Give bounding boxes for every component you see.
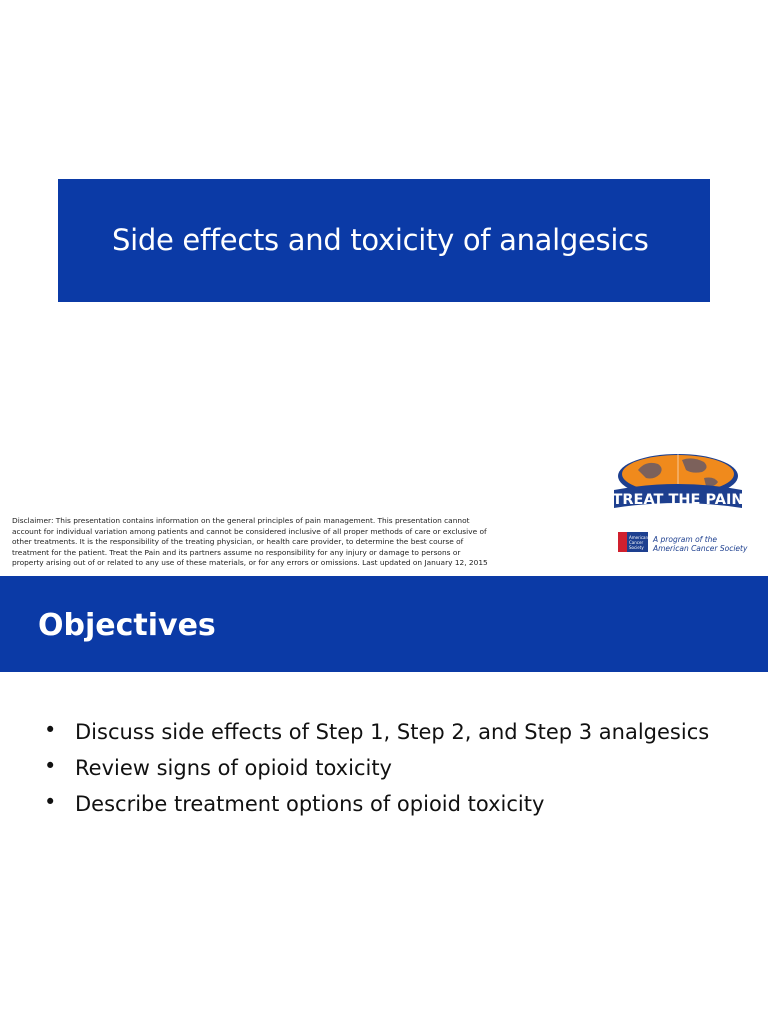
logo-wordmark: TREAT THE PAIN [612, 492, 744, 508]
objectives-list [44, 714, 709, 822]
treat-the-pain-logo [608, 438, 748, 566]
objectives-header-bar [0, 576, 768, 672]
acs-mark-line1: American [629, 535, 649, 540]
list-item [44, 714, 709, 750]
disclaimer-text: Disclaimer: This presentation contains information on the general principles of pain management. This presentation cannot account for individual variation among patients and cannot be considered inclusive of all proper methods of care or exclusive of other treatments. It is the responsibility of the treating physician, or health care provider, to determine the best course of treatment for the patient. Treat the Pain and its partners assume no responsibility for any injury or damage to persons or property arising out of or related to any use of these materials, or for any errors or omissions. Last updated on January 12, 2015 [12, 516, 488, 568]
bullet-text: Discuss side effects of Step 1, Step 2, and Step 3 analgesics [75, 720, 710, 744]
logo-tagline-line1: A program of the [653, 535, 717, 544]
bullet-icon: • [44, 718, 57, 742]
list-item [44, 750, 709, 786]
slide-title: Side effects and toxicity of analgesics [112, 223, 649, 257]
acs-mark-line2: Cancer [629, 540, 644, 545]
bullet-icon: • [44, 790, 57, 814]
logo-tagline-line2: American Cancer Society [653, 544, 748, 553]
bullet-text: Review signs of opioid toxicity [75, 756, 392, 780]
title-banner [58, 179, 710, 302]
list-item [44, 786, 709, 822]
bullet-icon: • [44, 754, 57, 778]
acs-mark-line3: Society [629, 545, 644, 550]
bullet-text: Describe treatment options of opioid toxicity [75, 792, 545, 816]
objectives-title: Objectives [38, 608, 216, 643]
